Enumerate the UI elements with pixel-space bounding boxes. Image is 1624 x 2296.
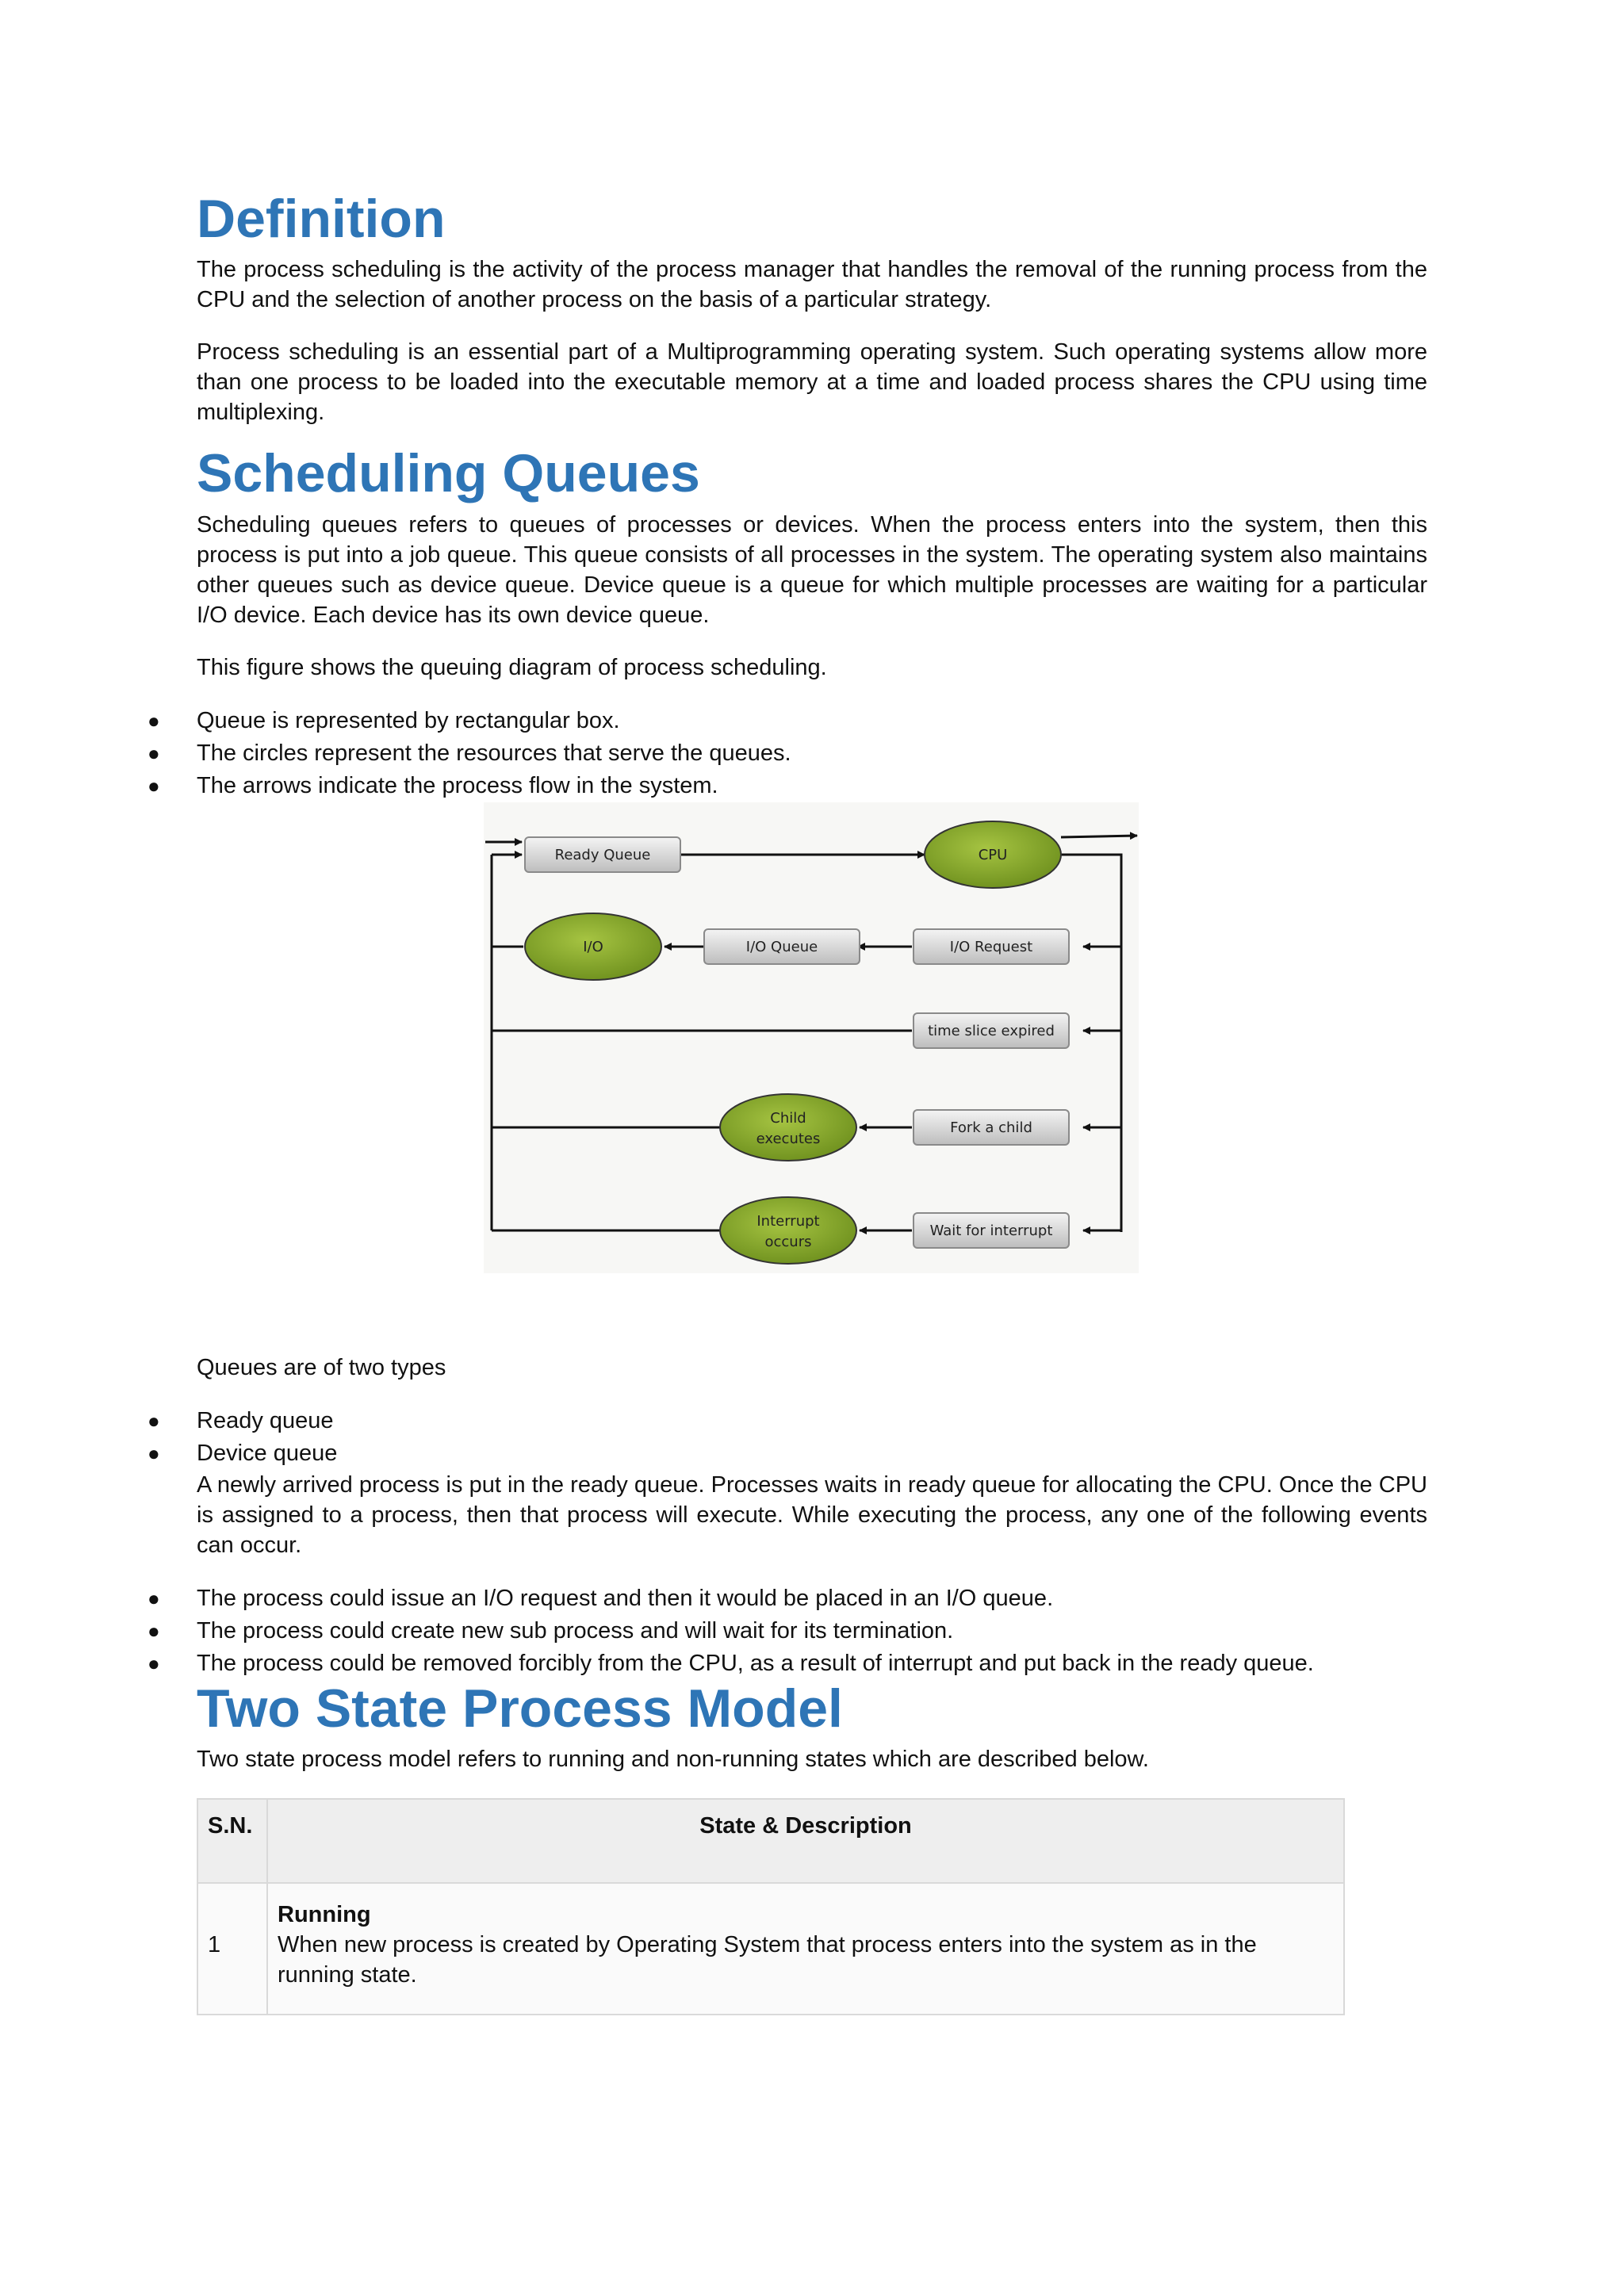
- scheduling-queues-paragraph-1: Scheduling queues refers to queues of processes or devices. When the process enters into the system, then this process is put into a job queue. This queue consists of all processes in the system. The operating system also maintains other queues such as device queue. Device queue is a queue for which multiple processes are waiting for a particular I/O device. Each device has its own device queue.: [197, 511, 1427, 628]
- queue-types-list: [147, 1405, 1427, 1470]
- interrupt-label-line1: Interrupt: [756, 1212, 820, 1230]
- cpu-label: CPU: [978, 846, 1008, 863]
- definition-paragraph-1: The process scheduling is the activity of the process manager that handles the removal of the running process from the CPU and the selection of another process on the basis of a particular strategy.: [197, 257, 1427, 313]
- bullet-icon: ●: [147, 1618, 160, 1643]
- list-item: ● The arrows indicate the process flow in the system.: [197, 770, 1427, 802]
- bullet-icon: ●: [147, 1586, 160, 1610]
- bullet-icon: ●: [147, 740, 160, 765]
- column-header-sn: S.N.: [197, 1799, 267, 1883]
- list-item: ● Device queue: [197, 1437, 1427, 1470]
- column-header-description: State & Description: [267, 1799, 1344, 1883]
- row-state-description: When new process is created by Operating System that process enters into the system as in the running state.: [278, 1932, 1257, 1988]
- row-description-cell: [267, 1883, 1344, 2015]
- list-item: ● The process could issue an I/O request and then it would be placed in an I/O queue.: [197, 1582, 1427, 1615]
- list-item: ● Ready queue: [197, 1405, 1427, 1437]
- list-item: ● Queue is represented by rectangular box.: [197, 705, 1427, 737]
- two-state-paragraph: Two state process model refers to running and non-running states which are described below.: [197, 1747, 1149, 1773]
- queue-legend-list: [147, 705, 1427, 802]
- interrupt-label-line2: occurs: [764, 1233, 812, 1250]
- list-item: ● The process could be removed forcibly from the CPU, as a result of interrupt and put back in the ready queue.: [197, 1647, 1427, 1680]
- scheduling-queues-paragraph-2: This figure shows the queuing diagram of process scheduling.: [197, 654, 827, 680]
- bullet-icon: ●: [147, 708, 160, 733]
- interrupt-occurs-ellipse: [720, 1197, 856, 1264]
- bullet-icon: ●: [147, 773, 160, 798]
- io-queue-label: I/O Queue: [745, 938, 818, 955]
- child-label-line1: Child: [770, 1109, 806, 1127]
- row-state-title: Running: [278, 1902, 371, 1928]
- time-slice-label: time slice expired: [928, 1022, 1055, 1039]
- bullet-icon: ●: [147, 1408, 160, 1433]
- state-table: [197, 1798, 1345, 2015]
- child-label-line2: executes: [756, 1130, 821, 1147]
- two-state-heading: Two State Process Model: [197, 1678, 843, 1739]
- io-request-label: I/O Request: [949, 938, 1033, 955]
- definition-paragraph-2: Process scheduling is an essential part of a Multiprogramming operating system. Such operating systems allow more than one process to be loaded into the executable memory at a time and loaded process shares the CPU using time multiplexing.: [197, 339, 1427, 426]
- queuing-diagram: [484, 802, 1139, 1273]
- queue-types-intro: Queues are of two types: [197, 1354, 446, 1380]
- table-row: [197, 1883, 1344, 2015]
- ready-queue-label: Ready Queue: [554, 846, 651, 863]
- list-item: ● The circles represent the resources that serve the queues.: [197, 737, 1427, 770]
- bullet-icon: ●: [147, 1441, 160, 1465]
- scheduling-queues-paragraph-3: A newly arrived process is put in the ready queue. Processes waits in ready queue for allocating the CPU. Once the CPU is assigned to a process, then that process will execute. While executing the process, any one of the following events can occur.: [197, 1471, 1427, 1558]
- document-content: [147, 189, 1427, 2015]
- table-header-row: [197, 1799, 1344, 1883]
- events-list: [147, 1582, 1427, 1680]
- row-sn: 1: [197, 1883, 267, 2015]
- definition-heading: Definition: [197, 189, 446, 249]
- scheduling-queues-heading: Scheduling Queues: [197, 443, 700, 504]
- bullet-icon: ●: [147, 1651, 160, 1675]
- list-item: ● The process could create new sub process and will wait for its termination.: [197, 1615, 1427, 1647]
- wait-interrupt-label: Wait for interrupt: [929, 1222, 1053, 1239]
- fork-child-label: Fork a child: [950, 1119, 1032, 1136]
- child-executes-ellipse: [720, 1094, 856, 1161]
- io-label: I/O: [583, 938, 603, 955]
